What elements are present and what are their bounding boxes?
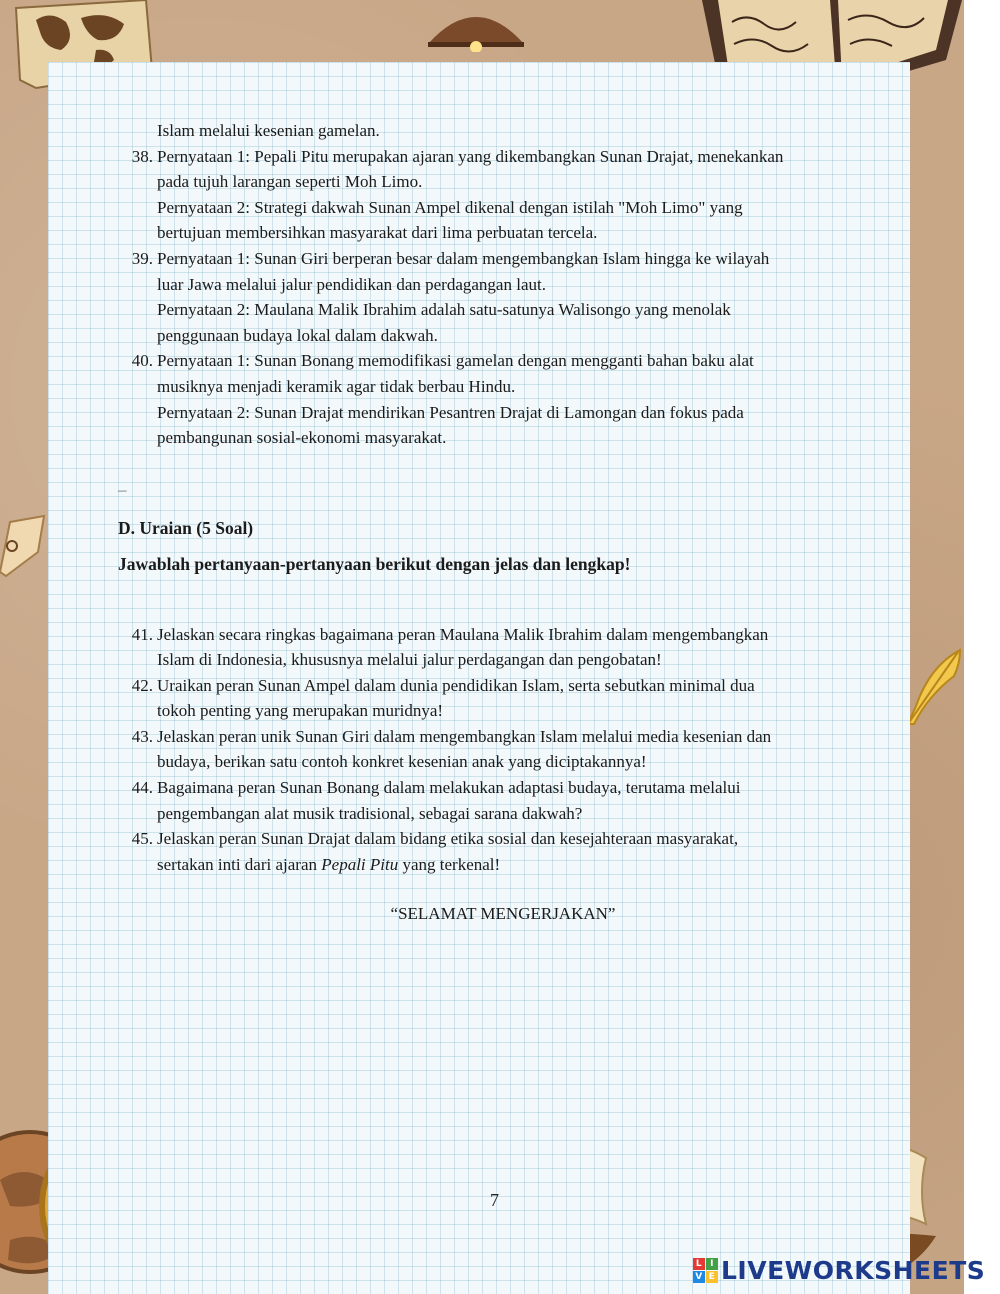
section-d-title: D. Uraian (5 Soal)	[118, 518, 254, 539]
question-line: Jelaskan peran unik Sunan Giri dalam mengembangkan Islam melalui media kesenian dan	[157, 726, 772, 746]
question-40	[118, 348, 888, 450]
brand-mark-letter: I	[706, 1258, 718, 1270]
essay-question-list	[118, 622, 888, 878]
question-45	[118, 826, 888, 877]
liveworksheets-wordmark: LIVEWORKSHEETS	[721, 1255, 986, 1285]
statement-line: Pernyataan 1: Pepali Pitu merupakan ajaran yang dikembangkan Sunan Drajat, menekankan	[157, 146, 784, 166]
question-line: budaya, berikan satu contoh konkret kesenian anak yang diciptakannya!	[157, 752, 647, 772]
hanging-lamp-icon	[420, 0, 532, 52]
worksheet-content	[118, 118, 888, 927]
question-line: Jelaskan secara ringkas bagaimana peran Maulana Malik Ibrahim dalam mengembangkan	[157, 624, 769, 644]
question-line: Bagaimana peran Sunan Bonang dalam melakukan adaptasi budaya, terutama melalui	[157, 778, 741, 798]
liveworksheets-mark-icon	[693, 1258, 718, 1283]
statement-line: Pernyataan 2: Strategi dakwah Sunan Ampel dikenal dengan istilah "Moh Limo" yang	[157, 197, 743, 217]
question-number: 41.	[131, 624, 153, 644]
question-43	[118, 724, 888, 775]
question-39	[118, 246, 888, 348]
question-number: 43.	[131, 726, 153, 746]
statement-line: Pernyataan 2: Sunan Drajat mendirikan Pesantren Drajat di Lamongan dan fokus pada	[157, 402, 744, 422]
question-line	[157, 852, 888, 878]
question-number: 42.	[131, 675, 153, 695]
question-line-start: sertakan inti dari ajaran	[157, 854, 322, 874]
question-line: Jelaskan peran Sunan Drajat dalam bidang etika sosial dan kesejahteraan masyarakat,	[157, 829, 739, 849]
liveworksheets-logo[interactable]	[693, 1254, 985, 1286]
section-d-instruction: Jawablah pertanyaan-pertanyaan berikut dengan jelas dan lengkap!	[118, 553, 631, 574]
question-line: tokoh penting yang merupakan muridnya!	[157, 701, 444, 721]
statement-line: Pernyataan 2: Maulana Malik Ibrahim adalah satu-satunya Walisongo yang menolak	[157, 300, 731, 320]
statement-line: Pernyataan 1: Sunan Giri berperan besar dalam mengembangkan Islam hingga ke wilayah	[157, 248, 770, 268]
stray-dash: –	[118, 479, 127, 499]
page-number: 7	[490, 1190, 499, 1210]
scroll-icon	[0, 512, 50, 582]
statement-line: luar Jawa melalui jalur pendidikan dan perdagangan laut.	[157, 274, 546, 294]
brand-mark-letter: L	[693, 1258, 705, 1270]
question-line: Uraikan peran Sunan Ampel dalam dunia pendidikan Islam, serta sebutkan minimal dua	[157, 675, 755, 695]
right-margin-strip	[964, 0, 1000, 1294]
question-number: 40.	[131, 351, 153, 371]
statement-line: Pernyataan 1: Sunan Bonang memodifikasi gamelan dengan mengganti bahan baku alat	[157, 351, 754, 371]
question-38	[118, 144, 888, 246]
question-line: pengembangan alat musik tradisional, sebagai sarana dakwah?	[157, 803, 583, 823]
pepali-pitu-term: Pepali Pitu	[321, 854, 399, 874]
statement-line: musiknya menjadi keramik agar tidak berbau Hindu.	[157, 376, 516, 396]
closing-message: “SELAMAT MENGERJAKAN”	[390, 904, 616, 924]
statement-line: pembangunan sosial-ekonomi masyarakat.	[157, 428, 447, 448]
question-number: 44.	[131, 778, 153, 798]
question-line: Islam di Indonesia, khususnya melalui jalur perdagangan dan pengobatan!	[157, 650, 662, 670]
statement-line: pada tujuh larangan seperti Moh Limo.	[157, 172, 423, 192]
question-44	[118, 775, 888, 826]
question-number: 45.	[131, 829, 153, 849]
question-number: 39.	[131, 248, 153, 268]
statement-line: penggunaan budaya lokal dalam dakwah.	[157, 325, 438, 345]
question-number: 38.	[131, 146, 153, 166]
brand-mark-letter: E	[706, 1271, 718, 1283]
question-42	[118, 673, 888, 724]
question-line-end: yang terkenal!	[398, 854, 501, 874]
previous-question-tail: Islam melalui kesenian gamelan.	[157, 121, 380, 140]
statement-line: bertujuan membersihkan masyarakat dari lima perbuatan tercela.	[157, 223, 598, 243]
brand-mark-letter: V	[693, 1271, 705, 1283]
question-41	[118, 622, 888, 673]
